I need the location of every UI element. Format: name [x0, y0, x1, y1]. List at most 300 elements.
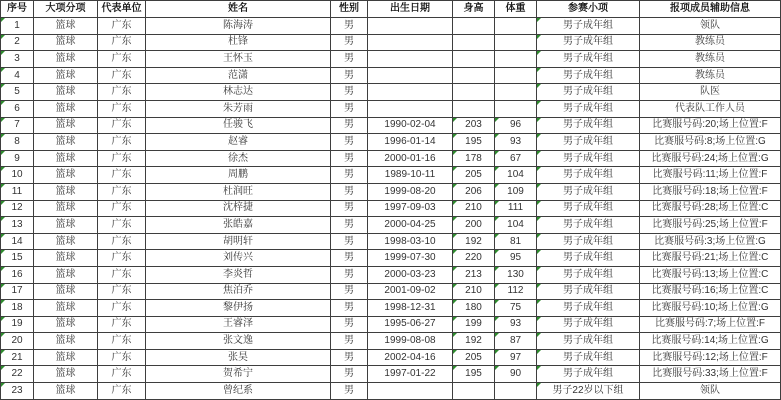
- cell-text: 篮球: [55, 318, 76, 330]
- cell-shengao: [453, 217, 495, 234]
- cell-error-indicator-triangle: [1, 267, 5, 271]
- column-header-xingbie: 性别: [331, 1, 368, 18]
- cell-text: 篮球: [55, 119, 76, 131]
- cell-text: 1999-08-20: [384, 185, 436, 197]
- cell-error-indicator-triangle: [537, 68, 541, 72]
- cell-baoxiang-chengyuan-fuzhu-xinxi: [640, 233, 781, 250]
- cell-xingbie: [331, 200, 368, 217]
- cell-error-indicator-triangle: [537, 317, 541, 321]
- cell-text: 比赛服号码:16;场上位置:C: [651, 285, 769, 297]
- cell-chusheng-riqi: [368, 51, 453, 68]
- cell-text: 男子22岁以下组: [552, 385, 624, 397]
- cell-text: 篮球: [55, 36, 76, 48]
- cell-text: 104: [507, 218, 524, 230]
- cell-daxiang-fenxiang: [34, 150, 98, 167]
- cell-shengao: [453, 283, 495, 300]
- cell-text: 篮球: [55, 235, 76, 247]
- cell-text: 教练员: [695, 69, 725, 81]
- cell-error-indicator-triangle: [453, 267, 457, 271]
- cell-text: 97: [509, 351, 522, 363]
- cell-cansai-xiaoxiang: [537, 183, 640, 200]
- cell-cansai-xiaoxiang: [537, 217, 640, 234]
- cell-text: 篮球: [55, 351, 76, 363]
- cell-xingbie: [331, 316, 368, 333]
- cell-xingbie: [331, 233, 368, 250]
- table-row: [1, 134, 781, 151]
- cell-text: 男: [344, 218, 354, 230]
- cell-text: 比赛服号码:13;场上位置:C: [651, 268, 769, 280]
- column-header-shengao: 身高: [453, 1, 495, 18]
- cell-daxiang-fenxiang: [34, 333, 98, 350]
- cell-cansai-xiaoxiang: [537, 167, 640, 184]
- cell-tizhong: [495, 217, 537, 234]
- cell-text: 广东: [111, 252, 132, 264]
- cell-chusheng-riqi: [368, 217, 453, 234]
- cell-text: 男: [344, 202, 354, 214]
- cell-text: 比赛服号码:24;场上位置:G: [651, 152, 769, 164]
- cell-text: 男子成年组: [563, 36, 613, 48]
- cell-text: 男: [344, 318, 354, 330]
- cell-text: 8: [14, 135, 20, 147]
- cell-xingbie: [331, 266, 368, 283]
- cell-daxiang-fenxiang: [34, 349, 98, 366]
- cell-text: 广东: [111, 385, 132, 397]
- column-header-chusheng-riqi: 出生日期: [368, 1, 453, 18]
- cell-chusheng-riqi: [368, 100, 453, 117]
- cell-chusheng-riqi: [368, 266, 453, 283]
- table-row: [1, 51, 781, 68]
- cell-text: 张昊: [228, 351, 248, 363]
- cell-error-indicator-triangle: [495, 250, 499, 254]
- cell-error-indicator-triangle: [453, 234, 457, 238]
- cell-xingbie: [331, 349, 368, 366]
- cell-text: 比赛服号码:18;场上位置:F: [652, 185, 768, 197]
- table-row: [1, 117, 781, 134]
- cell-xingming: [146, 333, 331, 350]
- cell-daibiao-danwei: [98, 134, 146, 151]
- cell-text: 男子成年组: [563, 368, 613, 380]
- cell-xingbie: [331, 300, 368, 317]
- cell-xingbie: [331, 134, 368, 151]
- cell-cansai-xiaoxiang: [537, 333, 640, 350]
- cell-error-indicator-triangle: [495, 134, 499, 138]
- cell-text: 男子成年组: [563, 119, 613, 131]
- cell-text: 男子成年组: [563, 102, 613, 114]
- cell-xingming: [146, 316, 331, 333]
- cell-error-indicator-triangle: [1, 234, 5, 238]
- cell-text: 贺希宁: [223, 368, 253, 380]
- cell-text: 篮球: [55, 169, 76, 181]
- cell-text: 2000-01-16: [384, 152, 436, 164]
- cell-text: 广东: [111, 169, 132, 181]
- column-header-xingming: 姓名: [146, 1, 331, 18]
- cell-text: 比赛服号码:12;场上位置:F: [652, 351, 768, 363]
- cell-tizhong: [495, 200, 537, 217]
- cell-text: 比赛服号码:3;场上位置:G: [654, 235, 766, 247]
- cell-text: 12: [11, 202, 23, 214]
- header-row: [1, 1, 781, 18]
- cell-shengao: [453, 167, 495, 184]
- cell-error-indicator-triangle: [453, 250, 457, 254]
- cell-xuhao: [1, 233, 34, 250]
- cell-xuhao: [1, 200, 34, 217]
- cell-xingming: [146, 200, 331, 217]
- cell-xuhao: [1, 217, 34, 234]
- cell-error-indicator-triangle: [453, 300, 457, 304]
- cell-baoxiang-chengyuan-fuzhu-xinxi: [640, 18, 781, 35]
- table-row: [1, 84, 781, 101]
- cell-xingbie: [331, 150, 368, 167]
- cell-xingming: [146, 250, 331, 267]
- cell-chusheng-riqi: [368, 349, 453, 366]
- cell-text: 篮球: [55, 185, 76, 197]
- table-row: [1, 217, 781, 234]
- cell-error-indicator-triangle: [453, 167, 457, 171]
- cell-text: 朱芳雨: [223, 102, 253, 114]
- cell-text: 17: [11, 285, 23, 297]
- cell-text: 2000-03-23: [384, 268, 436, 280]
- cell-text: 16: [11, 268, 23, 280]
- cell-text: 林志达: [223, 86, 253, 98]
- cell-chusheng-riqi: [368, 34, 453, 51]
- cell-text: 男子成年组: [563, 135, 613, 147]
- cell-text: 2002-04-16: [384, 351, 436, 363]
- cell-text: 14: [11, 235, 23, 247]
- cell-text: 112: [507, 285, 524, 297]
- cell-error-indicator-triangle: [495, 167, 499, 171]
- cell-text: 广东: [111, 86, 132, 98]
- cell-text: 男子成年组: [563, 252, 613, 264]
- cell-error-indicator-triangle: [1, 68, 5, 72]
- cell-text: 比赛服号码:14;场上位置:G: [651, 335, 769, 347]
- cell-daibiao-danwei: [98, 150, 146, 167]
- cell-xingbie: [331, 283, 368, 300]
- table-row: [1, 200, 781, 217]
- cell-text: 男: [344, 152, 354, 164]
- cell-tizhong: [495, 300, 537, 317]
- cell-text: 王睿泽: [223, 318, 253, 330]
- cell-daxiang-fenxiang: [34, 383, 98, 400]
- cell-error-indicator-triangle: [495, 333, 499, 337]
- cell-text: 11: [11, 185, 23, 197]
- cell-error-indicator-triangle: [537, 267, 541, 271]
- cell-text: 篮球: [55, 202, 76, 214]
- cell-text: 220: [465, 252, 482, 264]
- cell-text: 210: [465, 285, 482, 297]
- cell-xuhao: [1, 250, 34, 267]
- cell-xingming: [146, 217, 331, 234]
- cell-xuhao: [1, 366, 34, 383]
- cell-cansai-xiaoxiang: [537, 233, 640, 250]
- table-row: [1, 233, 781, 250]
- cell-error-indicator-triangle: [537, 201, 541, 205]
- cell-text: 男: [344, 119, 354, 131]
- cell-daibiao-danwei: [98, 283, 146, 300]
- cell-cansai-xiaoxiang: [537, 134, 640, 151]
- cell-tizhong: [495, 134, 537, 151]
- cell-text: 范潇: [228, 69, 248, 81]
- cell-baoxiang-chengyuan-fuzhu-xinxi: [640, 366, 781, 383]
- cell-text: 10: [11, 169, 23, 181]
- cell-error-indicator-triangle: [537, 217, 541, 221]
- cell-error-indicator-triangle: [1, 84, 5, 88]
- cell-text: 男子成年组: [563, 285, 613, 297]
- cell-tizhong: [495, 117, 537, 134]
- cell-text: 比赛服号码:20;场上位置:F: [652, 119, 768, 131]
- cell-daibiao-danwei: [98, 300, 146, 317]
- column-header-tizhong: 体重: [495, 1, 537, 18]
- cell-error-indicator-triangle: [537, 234, 541, 238]
- cell-shengao: [453, 18, 495, 35]
- cell-daxiang-fenxiang: [34, 117, 98, 134]
- cell-text: 广东: [111, 19, 132, 31]
- cell-text: 1997-01-22: [384, 368, 436, 380]
- cell-text: 男: [344, 351, 354, 363]
- cell-tizhong: [495, 233, 537, 250]
- cell-text: 陈海涛: [223, 19, 253, 31]
- cell-text: 王怀玉: [223, 52, 253, 64]
- table-row: [1, 366, 781, 383]
- cell-cansai-xiaoxiang: [537, 117, 640, 134]
- cell-text: 徐杰: [228, 152, 248, 164]
- cell-xingbie: [331, 67, 368, 84]
- cell-xuhao: [1, 100, 34, 117]
- cell-shengao: [453, 349, 495, 366]
- cell-error-indicator-triangle: [495, 217, 499, 221]
- cell-text: 篮球: [55, 19, 76, 31]
- cell-daibiao-danwei: [98, 18, 146, 35]
- cell-text: 广东: [111, 202, 132, 214]
- cell-shengao: [453, 200, 495, 217]
- table-header: [1, 1, 781, 18]
- cell-cansai-xiaoxiang: [537, 383, 640, 400]
- cell-text: 9: [14, 152, 20, 164]
- cell-xuhao: [1, 283, 34, 300]
- cell-tizhong: [495, 283, 537, 300]
- cell-shengao: [453, 366, 495, 383]
- cell-daibiao-danwei: [98, 266, 146, 283]
- table-body: [1, 18, 781, 400]
- cell-text: 男子成年组: [563, 335, 613, 347]
- cell-xingbie: [331, 167, 368, 184]
- cell-text: 广东: [111, 285, 132, 297]
- cell-text: 比赛服号码:8;场上位置:G: [654, 135, 766, 147]
- cell-text: 93: [509, 318, 522, 330]
- cell-xingbie: [331, 366, 368, 383]
- cell-text: 篮球: [55, 301, 76, 313]
- cell-chusheng-riqi: [368, 67, 453, 84]
- cell-chusheng-riqi: [368, 250, 453, 267]
- cell-daibiao-danwei: [98, 250, 146, 267]
- cell-shengao: [453, 150, 495, 167]
- cell-error-indicator-triangle: [495, 201, 499, 205]
- cell-text: 广东: [111, 368, 132, 380]
- cell-error-indicator-triangle: [495, 118, 499, 122]
- cell-error-indicator-triangle: [1, 118, 5, 122]
- cell-error-indicator-triangle: [453, 118, 457, 122]
- cell-shengao: [453, 316, 495, 333]
- cell-xuhao: [1, 349, 34, 366]
- cell-text: 109: [507, 185, 524, 197]
- cell-text: 男子成年组: [563, 268, 613, 280]
- cell-text: 篮球: [55, 69, 76, 81]
- cell-tizhong: [495, 18, 537, 35]
- cell-text: 任骏飞: [223, 119, 253, 131]
- cell-error-indicator-triangle: [537, 250, 541, 254]
- cell-error-indicator-triangle: [537, 134, 541, 138]
- cell-text: 教练员: [695, 36, 725, 48]
- cell-xingming: [146, 134, 331, 151]
- cell-text: 男子成年组: [563, 318, 613, 330]
- cell-daxiang-fenxiang: [34, 84, 98, 101]
- table-row: [1, 300, 781, 317]
- cell-text: 张皓嘉: [223, 218, 253, 230]
- cell-text: 1998-12-31: [384, 301, 436, 313]
- cell-text: 男子成年组: [563, 169, 613, 181]
- cell-error-indicator-triangle: [495, 234, 499, 238]
- cell-text: 4: [14, 69, 20, 81]
- cell-baoxiang-chengyuan-fuzhu-xinxi: [640, 100, 781, 117]
- cell-xuhao: [1, 300, 34, 317]
- cell-text: 男子成年组: [563, 202, 613, 214]
- cell-cansai-xiaoxiang: [537, 250, 640, 267]
- cell-error-indicator-triangle: [1, 333, 5, 337]
- cell-text: 205: [465, 351, 482, 363]
- cell-xingbie: [331, 18, 368, 35]
- cell-shengao: [453, 84, 495, 101]
- cell-text: 周鹏: [228, 169, 248, 181]
- cell-text: 广东: [111, 52, 132, 64]
- cell-error-indicator-triangle: [537, 35, 541, 39]
- cell-cansai-xiaoxiang: [537, 67, 640, 84]
- cell-xingming: [146, 233, 331, 250]
- cell-xingbie: [331, 117, 368, 134]
- cell-text: 男: [344, 368, 354, 380]
- cell-xingming: [146, 51, 331, 68]
- cell-text: 18: [11, 301, 23, 313]
- cell-xingming: [146, 117, 331, 134]
- cell-error-indicator-triangle: [537, 167, 541, 171]
- cell-text: 1989-10-11: [384, 169, 436, 181]
- cell-xingbie: [331, 34, 368, 51]
- cell-xingbie: [331, 250, 368, 267]
- cell-xingming: [146, 18, 331, 35]
- cell-text: 比赛服号码:21;场上位置:C: [651, 252, 769, 264]
- cell-daxiang-fenxiang: [34, 366, 98, 383]
- table-row: [1, 266, 781, 283]
- cell-text: 男子成年组: [563, 69, 613, 81]
- cell-text: 1995-06-27: [384, 318, 436, 330]
- cell-shengao: [453, 117, 495, 134]
- cell-shengao: [453, 100, 495, 117]
- cell-text: 男: [344, 169, 354, 181]
- cell-daxiang-fenxiang: [34, 316, 98, 333]
- cell-text: 20: [11, 335, 23, 347]
- cell-error-indicator-triangle: [537, 84, 541, 88]
- cell-tizhong: [495, 34, 537, 51]
- cell-error-indicator-triangle: [1, 366, 5, 370]
- cell-tizhong: [495, 51, 537, 68]
- cell-daxiang-fenxiang: [34, 34, 98, 51]
- cell-xuhao: [1, 134, 34, 151]
- cell-text: 广东: [111, 301, 132, 313]
- cell-cansai-xiaoxiang: [537, 316, 640, 333]
- table-row: [1, 283, 781, 300]
- cell-xingming: [146, 150, 331, 167]
- cell-baoxiang-chengyuan-fuzhu-xinxi: [640, 300, 781, 317]
- cell-daibiao-danwei: [98, 349, 146, 366]
- column-header-daxiang-fenxiang: 大项分项: [34, 1, 98, 18]
- column-header-cansai-xiaoxiang: 参赛小项: [537, 1, 640, 18]
- cell-text: 比赛服号码:7;场上位置:F: [654, 318, 765, 330]
- cell-daibiao-danwei: [98, 183, 146, 200]
- cell-xuhao: [1, 84, 34, 101]
- cell-text: 男子成年组: [563, 19, 613, 31]
- cell-text: 广东: [111, 335, 132, 347]
- cell-xuhao: [1, 34, 34, 51]
- cell-shengao: [453, 67, 495, 84]
- cell-text: 1999-08-08: [384, 335, 436, 347]
- cell-xuhao: [1, 183, 34, 200]
- cell-text: 3: [14, 52, 20, 64]
- cell-error-indicator-triangle: [453, 317, 457, 321]
- column-header-xuhao: 序号: [1, 1, 34, 18]
- cell-baoxiang-chengyuan-fuzhu-xinxi: [640, 217, 781, 234]
- cell-daxiang-fenxiang: [34, 200, 98, 217]
- cell-baoxiang-chengyuan-fuzhu-xinxi: [640, 349, 781, 366]
- cell-text: 203: [465, 119, 482, 131]
- cell-daxiang-fenxiang: [34, 300, 98, 317]
- cell-text: 67: [509, 152, 522, 164]
- cell-text: 男: [344, 102, 354, 114]
- cell-error-indicator-triangle: [1, 167, 5, 171]
- cell-cansai-xiaoxiang: [537, 300, 640, 317]
- cell-text: 篮球: [55, 52, 76, 64]
- cell-error-indicator-triangle: [537, 284, 541, 288]
- cell-text: 刘传兴: [223, 252, 253, 264]
- cell-tizhong: [495, 366, 537, 383]
- cell-shengao: [453, 51, 495, 68]
- cell-daxiang-fenxiang: [34, 233, 98, 250]
- cell-text: 199: [465, 318, 482, 330]
- cell-text: 男子成年组: [563, 152, 613, 164]
- cell-error-indicator-triangle: [1, 184, 5, 188]
- cell-xuhao: [1, 333, 34, 350]
- cell-text: 87: [509, 335, 522, 347]
- cell-chusheng-riqi: [368, 300, 453, 317]
- cell-text: 曾纪系: [223, 385, 253, 397]
- cell-text: 75: [509, 301, 522, 313]
- cell-text: 111: [507, 202, 524, 214]
- cell-daibiao-danwei: [98, 34, 146, 51]
- cell-daibiao-danwei: [98, 217, 146, 234]
- cell-cansai-xiaoxiang: [537, 51, 640, 68]
- cell-text: 195: [465, 368, 482, 380]
- cell-text: 广东: [111, 119, 132, 131]
- cell-text: 205: [465, 169, 482, 181]
- cell-error-indicator-triangle: [1, 151, 5, 155]
- table-row: [1, 100, 781, 117]
- cell-error-indicator-triangle: [495, 151, 499, 155]
- cell-daxiang-fenxiang: [34, 217, 98, 234]
- cell-error-indicator-triangle: [1, 134, 5, 138]
- cell-error-indicator-triangle: [453, 217, 457, 221]
- cell-error-indicator-triangle: [453, 134, 457, 138]
- cell-daibiao-danwei: [98, 233, 146, 250]
- cell-xingming: [146, 167, 331, 184]
- cell-text: 男子成年组: [563, 218, 613, 230]
- cell-text: 比赛服号码:33;场上位置:F: [652, 368, 768, 380]
